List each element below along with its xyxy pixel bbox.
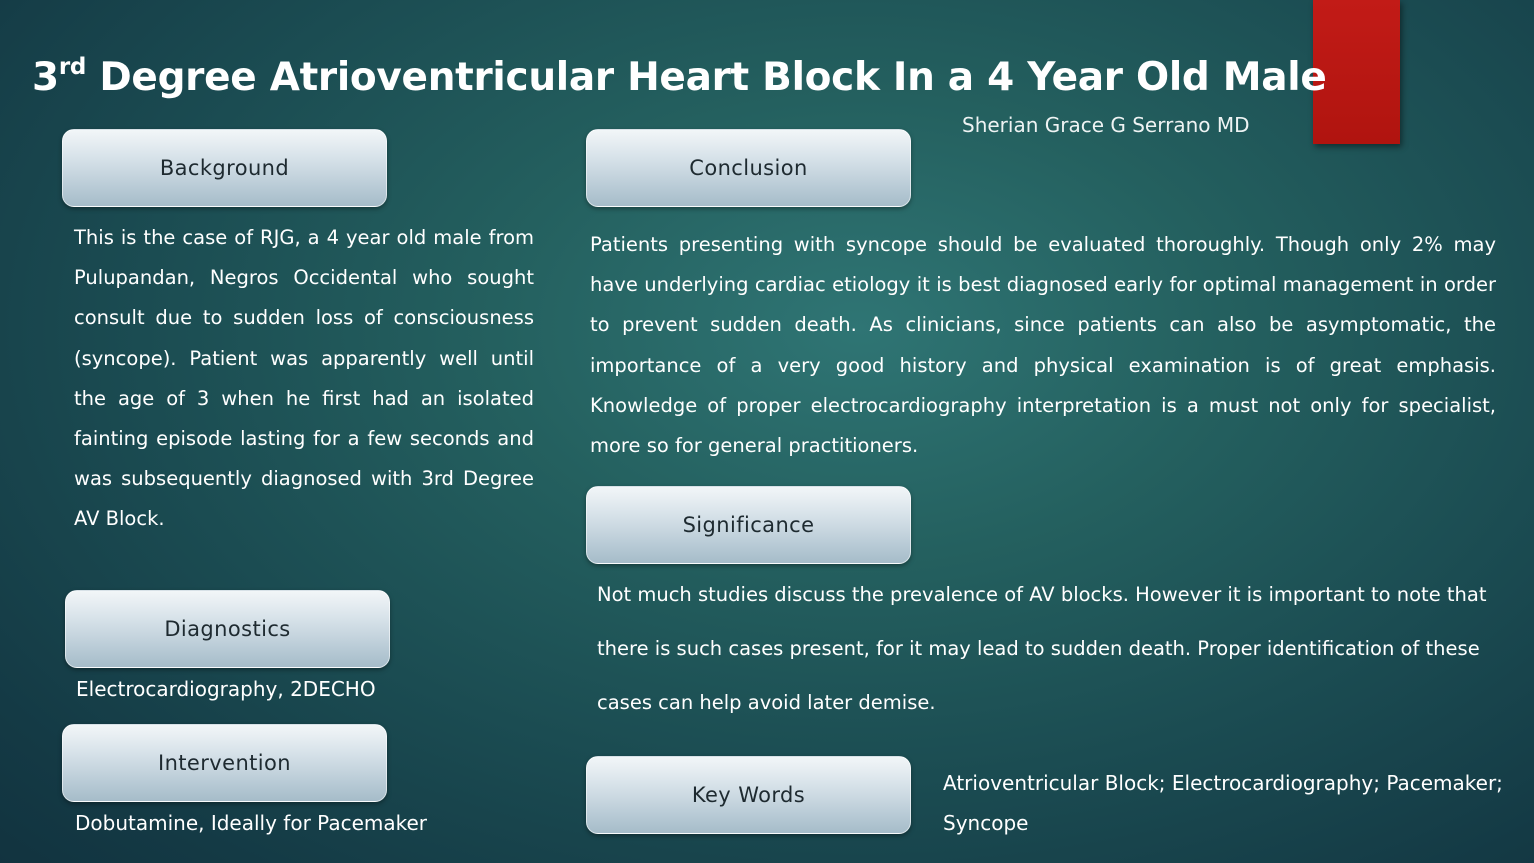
keywords-heading-label: Key Words <box>691 783 806 807</box>
diagnostics-text: Electrocardiography, 2DECHO <box>76 677 376 701</box>
background-heading-button[interactable] <box>62 129 387 207</box>
author-name: Sherian Grace G Serrano MD <box>962 113 1250 137</box>
significance-text: Not much studies discuss the prevalence of AV blocks. However it is important to note that there is such cases present, for it may lead to sudden death. Proper identification of these cases can help avoid later demise. <box>597 583 1487 714</box>
title-prefix: 3 <box>32 55 59 100</box>
intervention-heading-button[interactable] <box>62 724 387 802</box>
significance-heading-label: Significance <box>682 513 815 537</box>
diagnostics-heading-label: Diagnostics <box>164 617 291 641</box>
intervention-heading-label: Intervention <box>158 751 291 775</box>
diagnostics-heading-button[interactable] <box>65 590 390 668</box>
conclusion-heading-button[interactable] <box>586 129 911 207</box>
title-rest: Degree Atrioventricular Heart Block In a 4 Year Old Male <box>86 55 1327 100</box>
keywords-heading-button[interactable] <box>586 756 911 834</box>
significance-heading-button[interactable] <box>586 486 911 564</box>
conclusion-text: Patients presenting with syncope should be evaluated thoroughly. Though only 2% may have underlying cardiac etiology it is best diagnosed early for optimal management in order to prevent sudden death. As clinicians, since patients can also be asymptomatic, the importance of a very good history and physical examination is of great emphasis. Knowledge of proper electrocardiography interpretation is a must not only for specialist, more so for general practitioners. <box>590 233 1496 458</box>
title-superscript: rd <box>58 54 87 80</box>
keywords-text: Atrioventricular Block; Electrocardiography; Pacemaker; Syncope <box>943 771 1503 835</box>
conclusion-heading-label: Conclusion <box>689 156 808 180</box>
page-title <box>32 52 1327 104</box>
background-text: This is the case of RJG, a 4 year old male from Pulupandan, Negros Occidental who sought consult due to sudden loss of consciousness (syncope). Patient was apparently well until the age of 3 when he first had an isolated fainting episode lasting for a few seconds and was subsequently diagnosed with 3rd Degree AV Block. <box>74 226 534 531</box>
intervention-text: Dobutamine, Ideally for Pacemaker <box>75 811 428 835</box>
background-heading-label: Background <box>159 156 290 180</box>
